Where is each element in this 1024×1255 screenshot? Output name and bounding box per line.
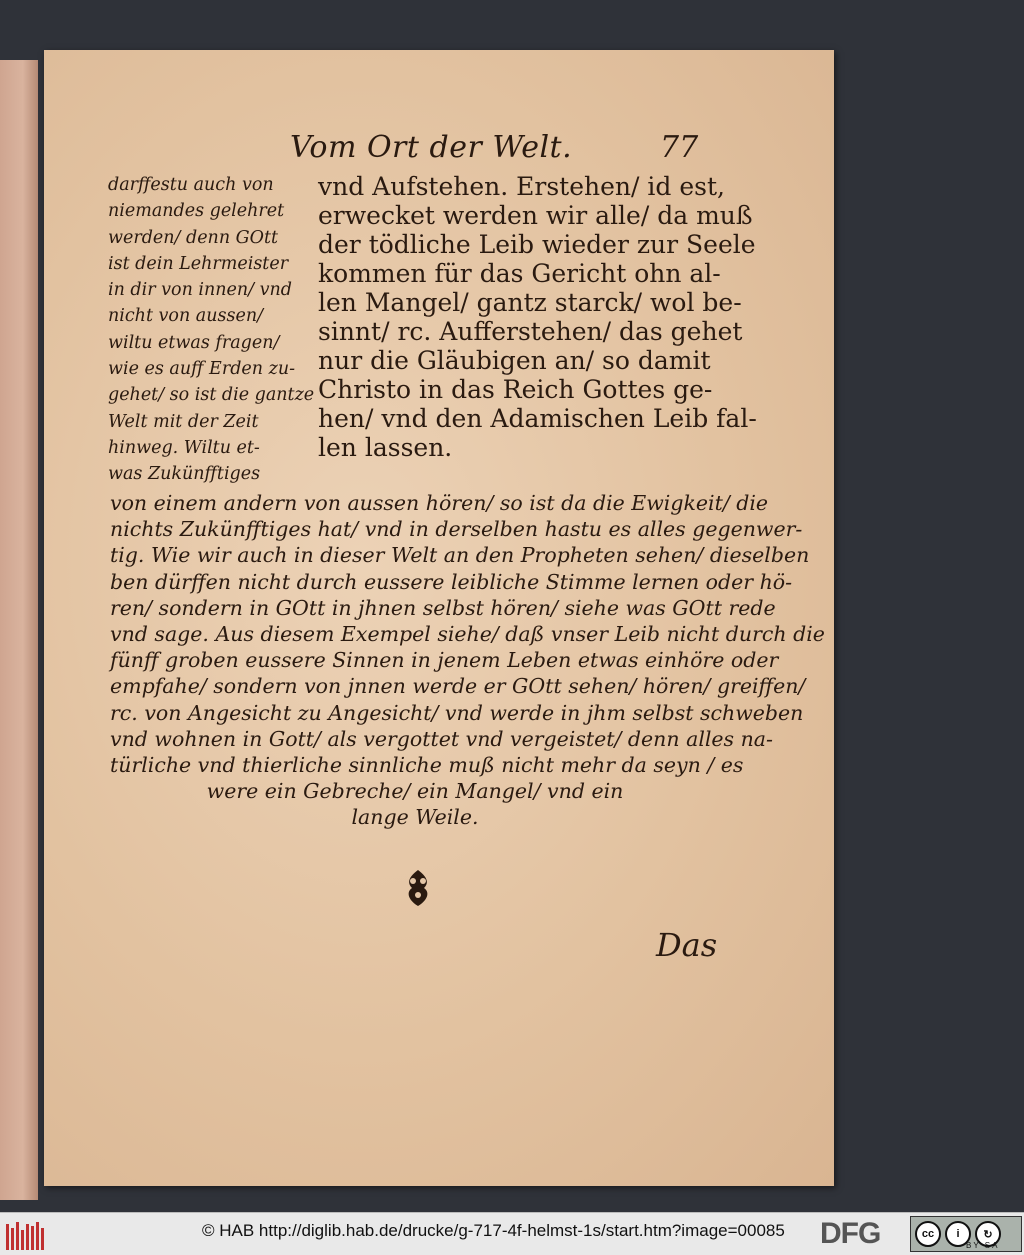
text-line: fünff groben eussere Sinnen in jenem Leben etwas einhöre oder [110, 648, 779, 673]
dfg-logo[interactable]: DFG [820, 1217, 881, 1250]
text-line: Christo in das Reich Gottes ge- [318, 375, 713, 404]
text-line: len Mangel/ gantz starck/ wol be- [318, 288, 742, 317]
text-line: hinweg. Wiltu et- [108, 437, 260, 458]
text-line: nicht von aussen/ [108, 306, 263, 327]
text-line: wiltu etwas fragen/ [108, 332, 280, 353]
text-line: von einem andern von aussen hören/ so ist da die Ewigkeit/ die [110, 491, 769, 515]
text-line: len lassen. [318, 433, 453, 462]
closing-line: were ein Gebreche/ ein Mangel/ vnd ein [206, 779, 624, 804]
text-line: türliche vnd thierliche sinnliche muß nicht mehr da seyn / es [110, 753, 744, 778]
text-line: vnd sage. Aus diesem Exempel siehe/ daß vnser Leib nicht durch die [110, 622, 825, 647]
printer-ornament-icon [400, 868, 436, 908]
text-line: hen/ vnd den Adamischen Leib fal- [318, 404, 757, 433]
page-number: 77 [660, 130, 699, 165]
text-line: ben dürffen nicht durch eussere leibliche Stimme lernen oder hö- [110, 569, 793, 594]
text-line: ist dein Lehrmeister [108, 253, 289, 274]
text-line: in dir von innen/ vnd [108, 280, 292, 301]
text-line: empfahe/ sondern von jnnen werde er GOtt sehen/ hören/ greiffen/ [110, 674, 806, 699]
text-line: kommen für das Gericht ohn al- [318, 259, 721, 288]
closing-line: lange Weile. [351, 805, 479, 830]
text-line: nur die Gläubigen an/ so damit [318, 346, 711, 375]
running-head: Vom Ort der Welt. [290, 130, 573, 165]
text-line: werden/ denn GOtt [108, 227, 279, 248]
catchword: Das [656, 926, 718, 964]
text-line: vnd wohnen in Gott/ als vergottet vnd vergeistet/ denn alles na- [110, 726, 773, 751]
by-icon: i [945, 1221, 971, 1247]
cc-icon: cc [915, 1221, 941, 1247]
sa-icon: ↻ [975, 1221, 1001, 1247]
text-line: was Zukünfftiges [108, 464, 261, 485]
full-width-text [110, 490, 825, 831]
text-line: ren/ sondern in GOtt in jhnen selbst hören/ siehe was GOtt rede [110, 595, 776, 620]
viewer-footer [0, 1212, 1024, 1255]
hab-logo-icon[interactable] [6, 1218, 46, 1250]
text-line: erwecket werden wir alle/ da muß [318, 201, 753, 230]
text-line: niemandes gelehret [108, 201, 285, 222]
text-line: rc. von Angesicht zu Angesicht/ vnd werde in jhm selbst schweben [110, 700, 804, 725]
text-line: nichts Zukünfftiges hat/ vnd in derselben hastu es alles gegenwer- [110, 517, 803, 542]
text-line: der tödliche Leib wieder zur Seele [318, 230, 756, 259]
previous-page-edge [0, 60, 38, 1200]
text-line: sinnt/ rc. Aufferstehen/ das gehet [318, 317, 743, 346]
copyright-link[interactable]: © HAB http://diglib.hab.de/drucke/g-717-4f-helmst-1s/start.htm?image=00085 [202, 1221, 785, 1240]
license-labels: BY SA [966, 1241, 1000, 1250]
text-line: vnd Aufstehen. Erstehen/ id est, [318, 172, 725, 201]
text-line: tig. Wie wir auch in dieser Welt an den Propheten sehen/ dieselben [110, 543, 810, 568]
text-line: darffestu auch von [108, 175, 274, 195]
text-line: Welt mit der Zeit [108, 411, 259, 432]
right-column-text [318, 172, 757, 462]
left-column-text [108, 172, 318, 488]
text-line: gehet/ so ist die gantze [108, 385, 315, 406]
text-line: wie es auff Erden zu- [108, 359, 295, 380]
